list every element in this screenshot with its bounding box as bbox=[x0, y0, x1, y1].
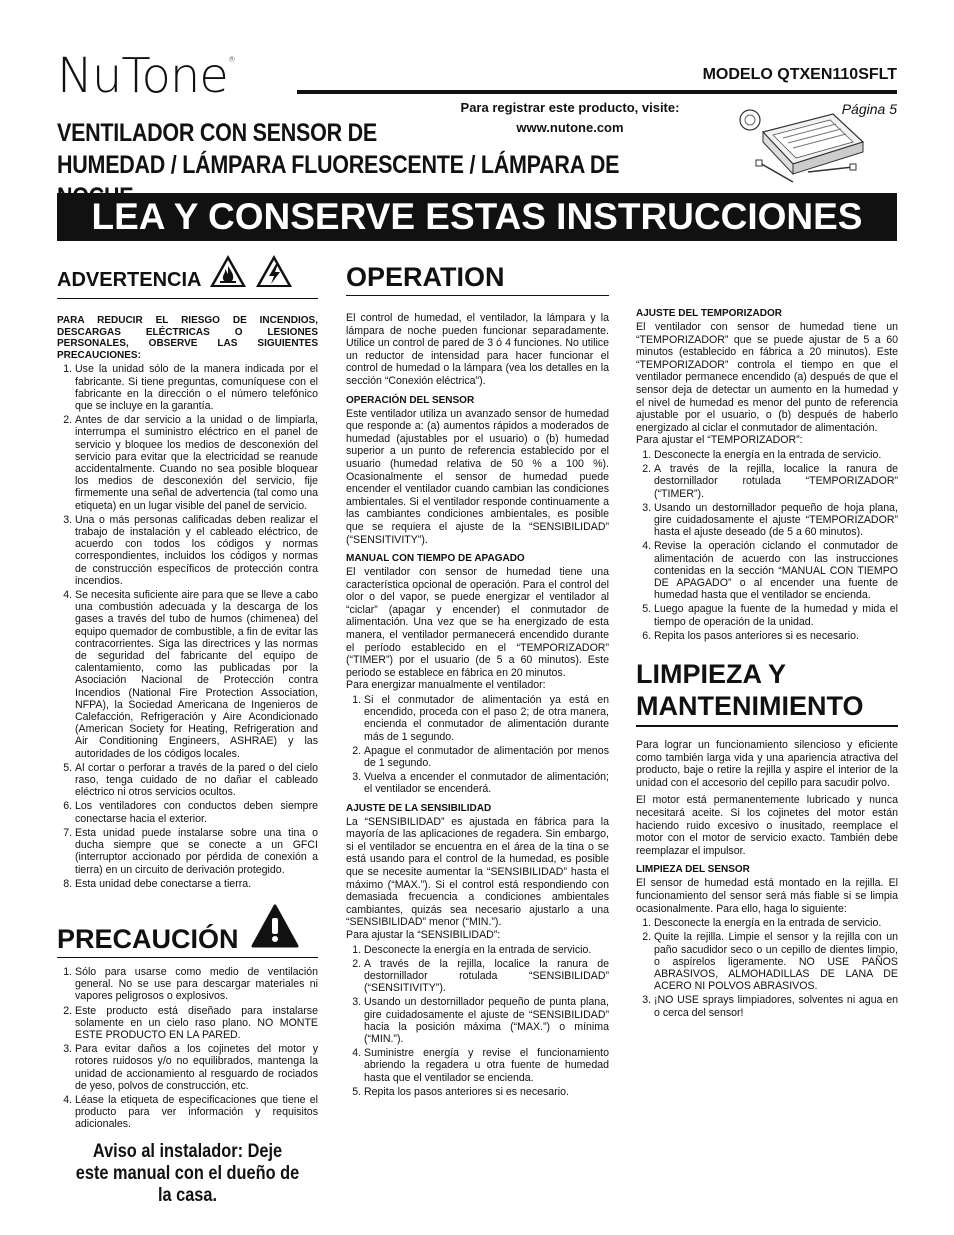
sensitivity-text: La “SENSIBILIDAD” es ajustada en fábrica para la mayoría de las aplicaciones de regadera. Sin embargo, si el ventilador se encuentra en el área de la tina o se está usando para el control de la humedad, es posible que se necesite aumentar la “SENSIBILIDAD” hasta el máximo (“MAX.”). Si el control está respondiendo con demasiada frecuencia a condiciones ambientales cambiantes, quizás sea necesario ajustarlo a una “SENSIBILIDAD” menor (“MIN.”). bbox=[346, 815, 609, 929]
list-item: 8. Esta unidad debe conectarse a tierra. bbox=[75, 878, 318, 890]
sensor-operation-text: Este ventilador utiliza un avanzado sensor de humedad que responde a: (a) aumentos rápidos a moderados de humedad (ajustables por el usuario) o (b) humedad superior a un punto de referencia establecido por el usuario (humedad relativa de 50 % a 100 %). Ocasionalmente el sensor de humedad puede encender el ventilador cuando cambian las condiciones ambientales. Si el ventilador responde continuamente a las cambiantes condiciones ambientales, es posible que se requiera el ajuste de la “SENSIBILIDAD” (“SENSITIVITY”). bbox=[346, 407, 609, 546]
cleaning-p1: Para lograr un funcionamiento silencioso y eficiente como también larga vida y una apariencia atractiva del producto, baje o retire la rejilla y aspire el interior de la unidad con el accesorio del cepillo para sacudir polvo. bbox=[636, 738, 898, 789]
list-item: 1. Desconecte la energía en la entrada de servicio. bbox=[364, 944, 609, 956]
list-item: 2. A través de la rejilla, localice la ranura de destornillador rotulada “SENSIBILIDAD” (“SENSITIVITY”). bbox=[364, 958, 609, 995]
sensor-operation-heading: OPERACIÓN DEL SENSOR bbox=[346, 394, 475, 406]
sensor-cleaning-text: El sensor de humedad está montado en la rejilla. El funcionamiento del sensor será más fiable si se limpia ocasionalmente. Para ello, haga lo siguiente: bbox=[636, 877, 898, 915]
installer-note: Aviso al instalador: Deje este manual con el dueño de la casa. bbox=[75, 1140, 300, 1206]
cleaning-heading: LIMPIEZA Y MANTENIMIENTO bbox=[636, 658, 898, 727]
sensor-cleaning-steps bbox=[636, 917, 898, 1019]
caution-list bbox=[57, 966, 318, 1131]
list-item: 4. Se necesita suficiente aire para que se lleve a cabo una combustión adecuada y la descarga de los gases a través del tubo de humos (chimenea) del equipo quemador de combustible, a fin de evitar las contracorrientes. Siga las directrices y las normas de seguridad del fabricante del equipo de calentamiento, como las publicadas por la Asociación Nacional de Protección contra Incendios (National Fire Protection Association, NFPA), la Sociedad Americana de Ingenieros de Calefacción, Refrigeración y Aire Acondicionado (American Society for Heating, Refrigeration and Air Conditioning Engineers, ASHRAE) y las autoridades de los códigos locales. bbox=[75, 589, 318, 760]
list-item: 3. ¡NO USE sprays limpiadores, solventes ni agua en o cerca del sensor! bbox=[654, 994, 898, 1018]
product-title: VENTILADOR CON SENSOR DE HUMEDAD / LÁMPARA FLUORESCENTE / LÁMPARA DE bbox=[57, 119, 620, 179]
cleaning-p2: El motor está permanentemente lubricado y nunca necesitará aceite. Si los cojinetes del motor están haciendo ruido excesivo o inusitado, reemplace el motor con el motor de servicio exacto. También debe reemplazar el impulsor. bbox=[636, 794, 898, 857]
list-item: 1. Desconecte la energía en la entrada de servicio. bbox=[654, 917, 898, 929]
sensor-cleaning-heading: LIMPIEZA DEL SENSOR bbox=[636, 864, 750, 876]
list-item: 1. Desconecte la energía en la entrada de servicio. bbox=[654, 449, 898, 461]
timer-text: El ventilador con sensor de humedad tiene un “TEMPORIZADOR” que se puede ajustar de 5 a 60 minutos (establecido en fábrica a 20 minutos). Este “TEMPORIZADOR” controla el tiempo en que el ventilador permanece encendido (a) después de que el sensor deja de detectar un aumento en la humedad y el nivel de humedad es menor del punto de referencia ajustable por el usuario, o (b) después de haberlo energizado al ciclar el conmutador de alimentación. bbox=[636, 321, 898, 434]
list-item: 1. Sólo para usarse como medio de ventilación general. No se use para descargar materiales ni vapores peligrosos o explosivos. bbox=[75, 966, 318, 1003]
list-item: 4. Revise la operación ciclando el conmutador de alimentación de acuerdo con las instrucciones contenidas en la sección “MANUAL CON TIEMPO DE APAGADO” o al encender una fuente de humedad hasta que el ventilador se encienda. bbox=[654, 540, 898, 601]
list-item: 4. Léase la etiqueta de especificaciones que tiene el producto para ver información y requisitos adicionales. bbox=[75, 1094, 318, 1131]
list-item: 3. Para evitar daños a los cojinetes del motor y rotores ruidosos y/o no equilibrados, mantenga la unidad de accionamiento al resguardo de rociados de yeso, polvos de construcción, etc. bbox=[75, 1043, 318, 1092]
list-item: 2. Antes de dar servicio a la unidad o de limpiarla, interrumpa el suministro eléctrico en el panel de servicio y bloquee los medios de desconexión del servicio para evitar que la electricidad se reanude accidentalmente. Cuando no sea posible bloquear los medios de desconexión del servicio, fije firmemente una señal de advertencia (tal como una etiqueta) en un lugar visible del panel de servicio. bbox=[75, 414, 318, 512]
caution-exclamation-icon bbox=[251, 904, 299, 954]
warning-list bbox=[57, 363, 318, 890]
brand-logo: NuTone® bbox=[57, 48, 235, 104]
sensitivity-lead: Para ajustar la “SENSIBILIDAD”: bbox=[346, 929, 501, 941]
list-item: 5. Al cortar o perforar a través de la pared o del cielo raso, tenga cuidado de no dañar el cableado eléctrico ni otros servicios ocultos. bbox=[75, 762, 318, 799]
list-item: 6. Los ventiladores con conductos deben siempre conectarse hacia el exterior. bbox=[75, 800, 318, 824]
manual-lead: Para energizar manualmente el ventilador: bbox=[346, 679, 546, 692]
list-item: 3. Una o más personas calificadas deben realizar el trabajo de instalación y el cableado eléctrico, de acuerdo con todos los códigos y normas correspondientes, incluidos los códigos y normas de construcción específicos de protección contra incendios. bbox=[75, 514, 318, 587]
register-note: Para registrar este producto, visite: www.nutone.com bbox=[420, 98, 720, 138]
sensitivity-heading: AJUSTE DE LA SENSIBILIDAD bbox=[346, 802, 492, 814]
timer-cleaning-column bbox=[636, 258, 898, 1021]
operation-intro: El control de humedad, el ventilador, la lámpara y la lámpara de noche pueden funcionar separadamente. Utilice un control de pared de 3 ó 4 funciones. No utilice un reductor de intensidad para hacer funcionar el control de humedad o la lámpara (vea los detalles en la sección “Conexión eléctrica”). bbox=[346, 312, 609, 387]
list-item: 5. Repita los pasos anteriores si es necesario. bbox=[364, 1086, 609, 1098]
warning-column bbox=[57, 258, 318, 1207]
warning-intro: PARA REDUCIR EL RIESGO DE INCENDIOS, DESCARGAS ELÉCTRICAS O LESIONES PERSONALES, OBSERVE LAS SIGUIENTES PRECAUCIONES: bbox=[57, 315, 318, 361]
model-number: MODELO QTXEN110SFLT bbox=[702, 66, 897, 83]
register-url[interactable]: www.nutone.com bbox=[516, 120, 624, 135]
sensitivity-steps bbox=[346, 944, 609, 1098]
list-item: 5. Luego apague la fuente de la humedad y mida el tiempo de operación de la unidad. bbox=[654, 603, 898, 627]
timer-lead: Para ajustar el “TEMPORIZADOR”: bbox=[636, 434, 803, 447]
list-item: 2. Quite la rejilla. Limpie el sensor y la rejilla con un paño sacudidor seco o un cepillo de dientes limpio, o aspírelos ligeramente. NO USE PAÑOS ABRASIVOS, ALMOHADILLAS DE LANA DE ACERO NI POLVOS ABRASIVOS. bbox=[654, 931, 898, 992]
list-item: 3. Usando un destornillador pequeño de punta plana, gire cuidadosamente el ajuste de “SENSIBILIDAD” hacia la posición máxima (“MAX.”) o mínima (“MIN.”). bbox=[364, 996, 609, 1045]
header-rule bbox=[297, 90, 897, 94]
operation-column bbox=[346, 258, 609, 1100]
list-item: 7. Esta unidad puede instalarse sobre una tina o ducha siempre que se conecte a un GFCI (interruptor accionado por pérdida de conexión a tierra) en un circuito de derivación protegido. bbox=[75, 827, 318, 876]
bath-fan-product-image bbox=[738, 102, 868, 192]
list-item: 6. Repita los pasos anteriores si es necesario. bbox=[654, 630, 898, 642]
list-item: 1. Use la unidad sólo de la manera indicada por el fabricante. Si tiene preguntas, comuníquese con el fabricante en la dirección o el número telefónico que se incluye en la garantía. bbox=[75, 363, 318, 412]
electric-shock-warning-icon bbox=[255, 254, 293, 294]
fire-warning-icon bbox=[209, 254, 247, 294]
operation-heading: OPERATION bbox=[346, 262, 609, 296]
list-item: 2. A través de la rejilla, localice la ranura de destornillador rotulada “TEMPORIZADOR” (“TIMER”). bbox=[654, 463, 898, 500]
timer-steps bbox=[636, 449, 898, 642]
caution-heading: PRECAUCIÓN bbox=[57, 904, 318, 958]
list-item: 3. Usando un destornillador pequeño de hoja plana, gire cuidadosamente el ajuste “TEMPORIZADOR” hasta el ajuste deseado (de 5 a 60 minutos). bbox=[654, 502, 898, 539]
list-item: 2. Este producto está diseñado para instalarse solamente en un cielo raso plano. NO MONTE ESTE PRODUCTO EN LA PARED. bbox=[75, 1005, 318, 1042]
list-item: 3. Vuelva a encender el conmutador de alimentación; el ventilador se encenderá. bbox=[364, 771, 609, 795]
instructions-banner: LEA Y CONSERVE ESTAS INSTRUCCIONES bbox=[57, 193, 897, 241]
manual-steps bbox=[346, 694, 609, 796]
page-number: Página 5 bbox=[841, 101, 897, 117]
list-item: 2. Apague el conmutador de alimentación por menos de 1 segundo. bbox=[364, 745, 609, 769]
warning-heading: ADVERTENCIA bbox=[57, 258, 318, 299]
manual-timer-text: El ventilador con sensor de humedad tiene una característica opcional de operación. Para el control del olor o del vapor, se puede energizar el ventilador al “ciclar” (apagar y encender) el conmutador de alimentación. Una vez que se ha energizado de esta manera, el ventilador permanecerá encendido durante el período establecido en el “TEMPORIZADOR” (“TIMER”) por el usuario (de 5 a 60 minutos). Este periodo se establece en fábrica en 20 minutos. bbox=[346, 566, 609, 679]
timer-heading: AJUSTE DEL TEMPORIZADOR bbox=[636, 308, 782, 319]
manual-timer-heading: MANUAL CON TIEMPO DE APAGADO bbox=[346, 553, 525, 565]
list-item: 1. Si el conmutador de alimentación ya está en encendido, proceda con el paso 2; de otra manera, encienda el conmutador de alimentación durante más de 1 segundo. bbox=[364, 694, 609, 743]
list-item: 4. Suministre energía y revise el funcionamiento abriendo la regadera u otra fuente de humedad hasta que el ventilador se encienda. bbox=[364, 1047, 609, 1084]
